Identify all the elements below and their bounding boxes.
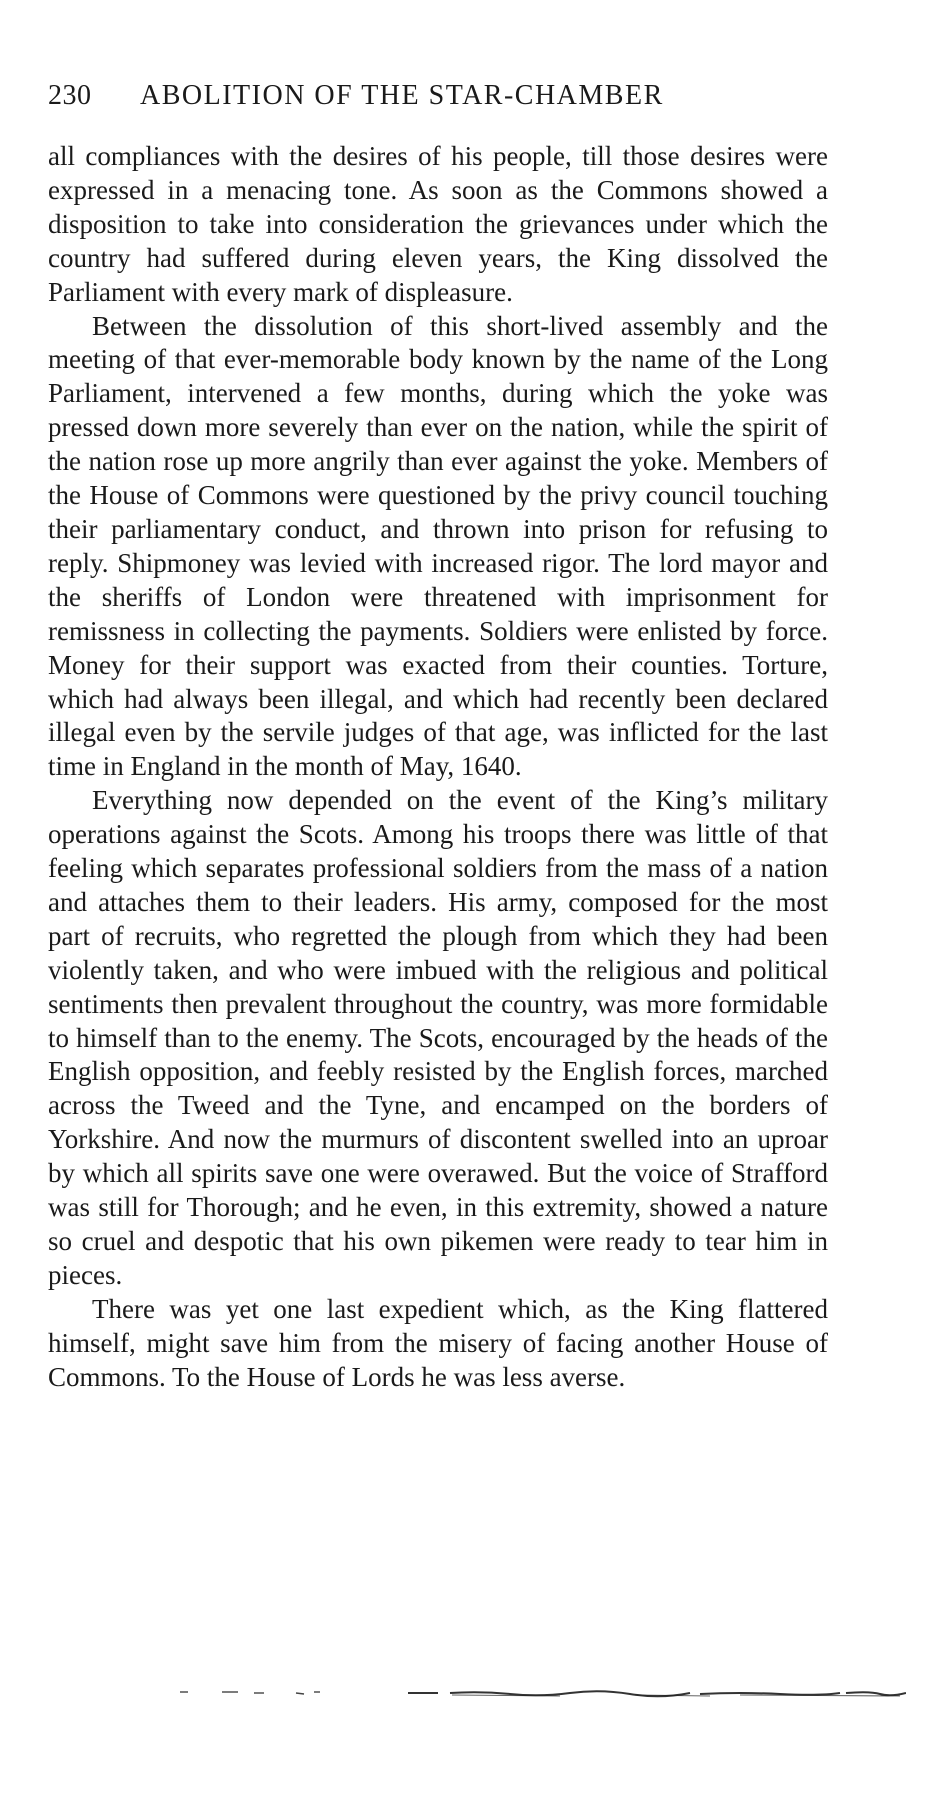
running-head xyxy=(48,80,828,120)
body-text xyxy=(48,140,828,1395)
running-title: ABOLITION OF THE STAR-CHAMBER xyxy=(140,80,664,111)
paragraph-2: Between the dissolution of this short-lived assembly and the meeting of that ever-memorable body known by the name of the Long Parliament, intervened a few months, during which the yoke was pressed down more severely than ever on the nation, while the spirit of the nation rose up more angrily than ever against the yoke. Members of the House of Commons were questioned by the privy council touching their parliamentary conduct, and thrown into prison for refusing to reply. Shipmoney was levied with increased rigor. The lord mayor and the sheriffs of London were threatened with imprisonment for remissness in collecting the payments. Soldiers were enlisted by force. Money for their support was exacted from their counties. Torture, which had always been illegal, and which had recently been declared illegal even by the servile judges of that age, was inflicted for the last time in England in the month of May, 1640. xyxy=(48,310,828,782)
page-number: 230 xyxy=(48,80,92,111)
scan-artifact-line xyxy=(180,1688,906,1700)
paragraph-3: Everything now depended on the event of the King’s military operations against the Scots. Among his troops there was little of that feeling which separates professional soldiers from the mass of a nation and attaches them to their leaders. His army, composed for the most part of recruits, who regretted the plough from which they had been violently taken, and who were imbued with the religious and political sentiments then prevalent throughout the country, was more formidable to himself than to the enemy. The Scots, encouraged by the heads of the English opposition, and feebly resisted by the English forces, marched across the Tweed and the Tyne, and encamped on the borders of Yorkshire. And now the murmurs of discontent swelled into an uproar by which all spirits save one were overawed. But the voice of Strafford was still for Thorough; and he even, in this extremity, showed a nature so cruel and despotic that his own pikemen were ready to tear him in pieces. xyxy=(48,785,828,1290)
paragraph-4: There was yet one last expedient which, as the King flattered himself, might save him from the misery of facing another House of Commons. To the House of Lords he was less averse. xyxy=(48,1293,828,1392)
scan-noise-graphic xyxy=(180,1688,906,1700)
paragraph-1: all compliances with the desires of his people, till those desires were expressed in a menacing tone. As soon as the Commons showed a disposition to take into consideration the grievances under which the country had suffered during eleven years, the King dissolved the Parliament with every mark of displeasure. xyxy=(48,141,828,307)
